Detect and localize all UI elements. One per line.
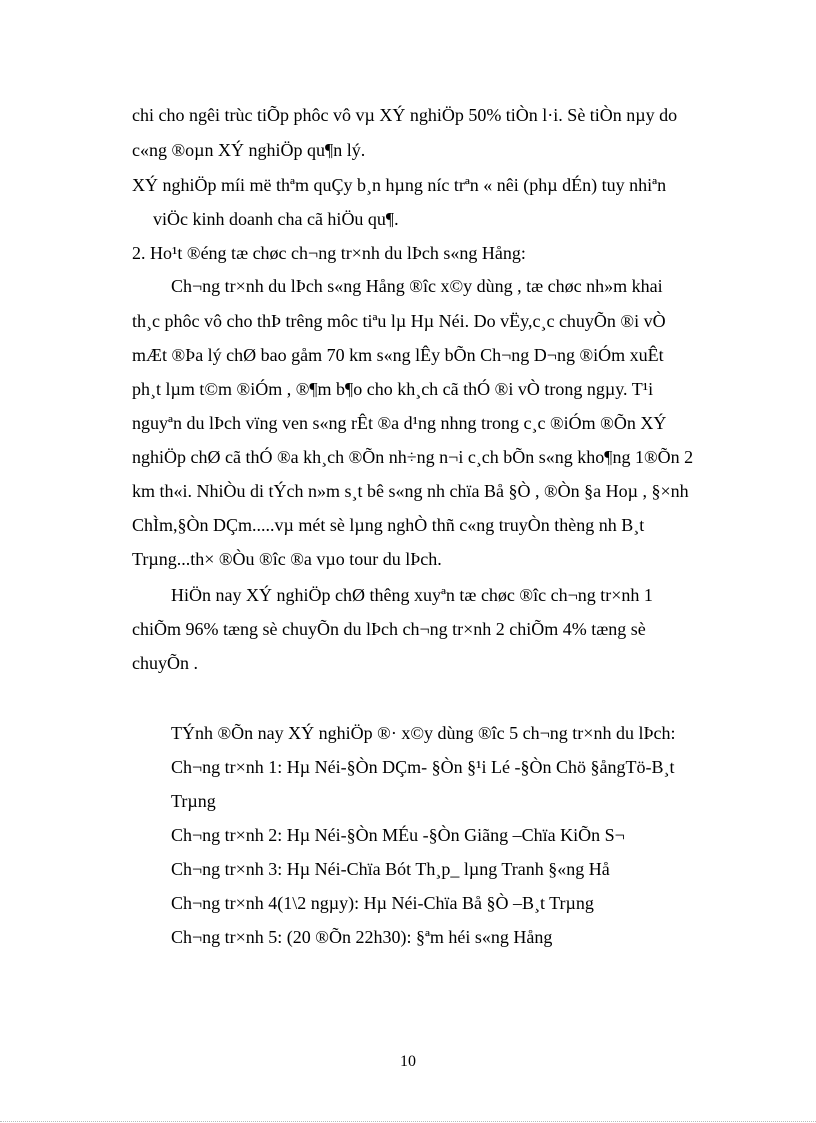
list-item: Ch¬ng tr×nh 5: (20 ®Õn 22h30): §ªm héi s«ng Hång — [171, 927, 553, 947]
text-line: chuyÕn . — [132, 653, 198, 673]
text-line: km th«i. NhiÒu di tÝch n»m s¸t bê s«ng nh chïa Bå §Ò , ®Òn §a Hoµ , §×nh — [132, 481, 689, 501]
list-item: Ch¬ng tr×nh 1: Hµ Néi-§Òn DÇm- §Òn §¹i Lé -§Òn Chö §ångTö-B¸t — [171, 757, 675, 777]
text-line: chiÕm 96% tæng sè chuyÕn du lÞch ch¬ng tr×nh 2 chiÕm 4% tæng sè — [132, 619, 646, 639]
text-line: ph¸t lµm t©m ®iÓm , ®¶m b¶o cho kh¸ch cã thÓ ®i vÒ trong ngµy. T¹i — [132, 379, 654, 399]
text-line: chi cho ngêi trùc tiÕp phôc vô vµ XÝ nghiÖp 50% tiÒn l·i. Sè tiÒn nµy do — [132, 105, 678, 125]
text-line: mÆt ®Þa lý chØ bao gåm 70 km s«ng lÊy bÕn Ch¬ng D¬ng ®iÓm xuÊt — [132, 345, 664, 365]
text-line: HiÖn nay XÝ nghiÖp chØ thêng xuyªn tæ chøc ®îc ch¬ng tr×nh 1 — [171, 585, 653, 605]
text-line: Ch¬ng tr×nh du lÞch s«ng Hång ®îc x©y dùng , tæ chøc nh»m khai — [171, 276, 663, 296]
text-line: c«ng ®oµn XÝ nghiÖp qu¶n lý. — [132, 140, 366, 160]
text-line: th¸c phôc vô cho thÞ trêng môc tiªu lµ Hµ Néi. Do vËy,c¸c chuyÕn ®i vÒ — [132, 311, 666, 331]
text-line: nghiÖp chØ cã thÓ ®a kh¸ch ®Õn nh÷ng n¬i c¸ch bÕn s«ng kho¶ng 1®Õn 2 — [132, 447, 694, 467]
list-item: Trµng — [171, 791, 216, 811]
text-line: XÝ nghiÖp míi më thªm quÇy b¸n hµng níc trªn « nêi (phµ dÉn) tuy nhiªn — [132, 175, 667, 195]
text-line: nguyªn du lÞch vïng ven s«ng rÊt ®a d¹ng nhng trong c¸c ®iÓm ®Õn XÝ — [132, 413, 667, 433]
list-item: Ch¬ng tr×nh 4(1\2 ngµy): Hµ Néi-Chïa Bå §Ò –B¸t Trµng — [171, 893, 594, 913]
page-number: 10 — [400, 1053, 416, 1070]
section-heading: 2. Ho¹t ®éng tæ chøc ch¬ng tr×nh du lÞch s«ng Hång: — [132, 243, 526, 263]
list-item: Ch¬ng tr×nh 2: Hµ Néi-§Òn MÉu -§Òn Giãng –Chïa KiÕn S¬ — [171, 825, 625, 845]
text-line: Trµng...th× ®Òu ®îc ®a vµo tour du lÞch. — [132, 549, 442, 569]
page-bottom-divider — [0, 1121, 816, 1122]
text-line: ChÌm,§Òn DÇm.....vµ mét sè lµng nghÒ thñ c«ng truyÒn thèng nh B¸t — [132, 515, 645, 535]
list-item: Ch¬ng tr×nh 3: Hµ Néi-Chïa Bót Th¸p_ lµng Tranh §«ng Hå — [171, 859, 610, 879]
text-line: TÝnh ®Õn nay XÝ nghiÖp ®· x©y dùng ®îc 5 ch¬ng tr×nh du lÞch: — [171, 723, 676, 743]
text-line: viÖc kinh doanh cha cã hiÖu qu¶. — [153, 209, 399, 229]
